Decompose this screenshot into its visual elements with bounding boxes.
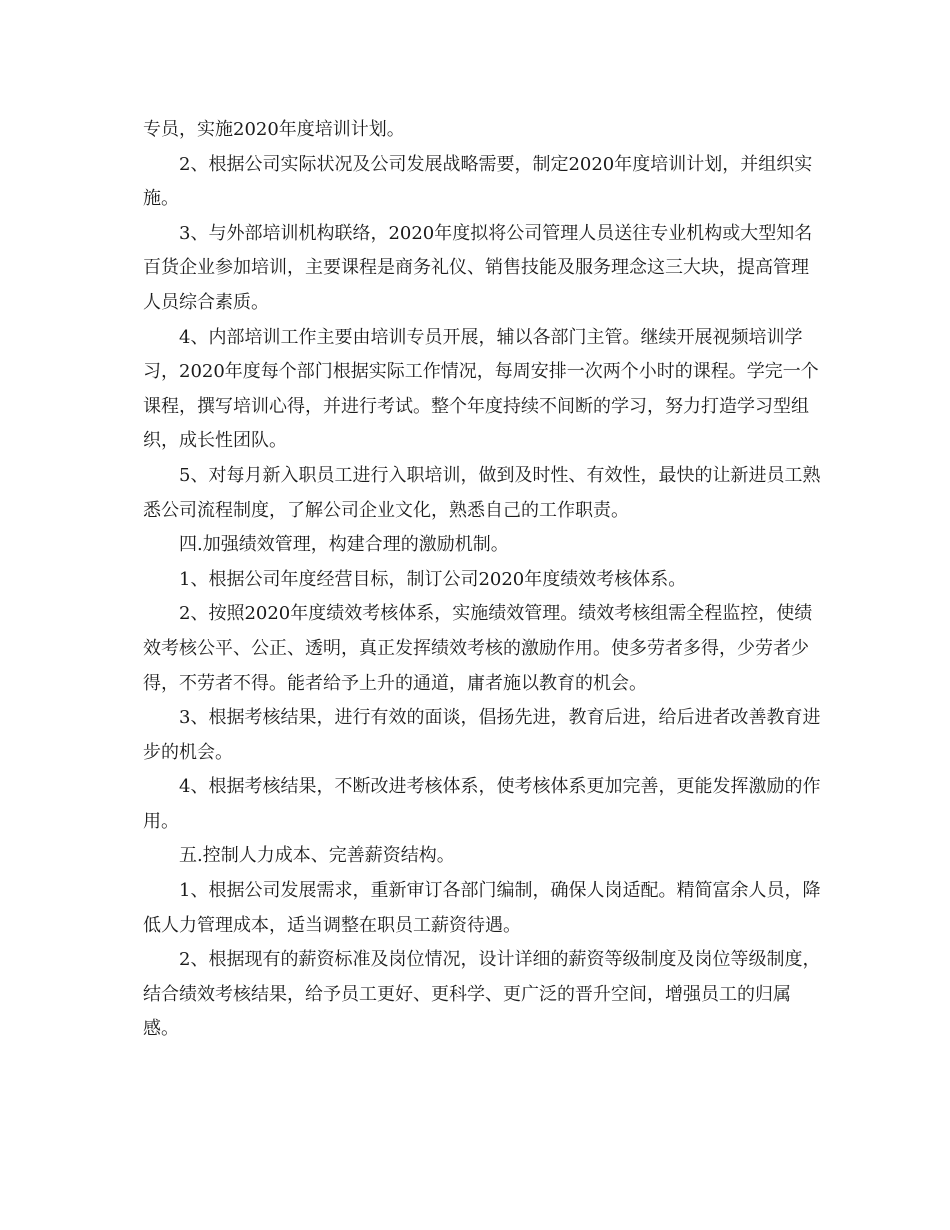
paragraph-4: 4、内部培训工作主要由培训专员开展，辅以各部门主管。继续开展视频培训学习，2020年度每个部门根据实际工作情况，每周安排一次两个小时的课程。学完一个课程，撰写培训心得，并进行考试。整个年度持续不间断的学习，努力打造学习型组织，成长性团队。	[143, 326, 819, 452]
document-body	[143, 113, 823, 1047]
paragraph-1: 专员，实施2020年度培训计划。	[143, 119, 405, 140]
paragraph-6: 1、根据公司年度经营目标，制订公司2020年度绩效考核体系。	[179, 568, 687, 590]
section-heading-5: 五.控制人力成本、完善薪资结构。	[179, 845, 455, 867]
paragraph-3: 3、与外部培训机构联络，2020年度拟将公司管理人员送往专业机构或大型知名百货企业参加培训，主要课程是商务礼仪、销售技能及服务理念这三大块，提高管理人员综合素质。	[143, 222, 813, 313]
paragraph-9: 4、根据考核结果，不断改进考核体系，使考核体系更加完善，更能发挥激励的作用。	[143, 776, 821, 832]
paragraph-8: 3、根据考核结果，进行有效的面谈，倡扬先进，教育后进，给后进者改善教育进步的机会。	[143, 707, 821, 763]
paragraph-5: 5、对每月新入职员工进行入职培训，做到及时性、有效性，最快的让新进员工熟悉公司流程制度，了解公司企业文化，熟悉自己的工作职责。	[143, 464, 821, 521]
paragraph-11: 2、根据现有的薪资标准及岗位情况，设计详细的薪资等级制度及岗位等级制度，结合绩效考核结果，给予员工更好、更科学、更广泛的晋升空间，增强员工的归属感。	[143, 949, 821, 1040]
paragraph-2: 2、根据公司实际状况及公司发展战略需要，制定2020年度培训计划，并组织实施。	[143, 153, 813, 210]
paragraph-10: 1、根据公司发展需求，重新审订各部门编制，确保人岗适配。精简富余人员，降低人力管理成本，适当调整在职员工薪资待遇。	[143, 880, 821, 936]
section-heading-4: 四.加强绩效管理，构建合理的激励机制。	[179, 534, 509, 556]
paragraph-7: 2、按照2020年度绩效考核体系，实施绩效管理。绩效考核组需全程监控，使绩效考核公平、公正、透明，真正发挥绩效考核的激励作用。使多劳者多得，少劳者少得，不劳者不得。能者给予上升的通道，庸者施以教育的机会。	[143, 603, 813, 694]
